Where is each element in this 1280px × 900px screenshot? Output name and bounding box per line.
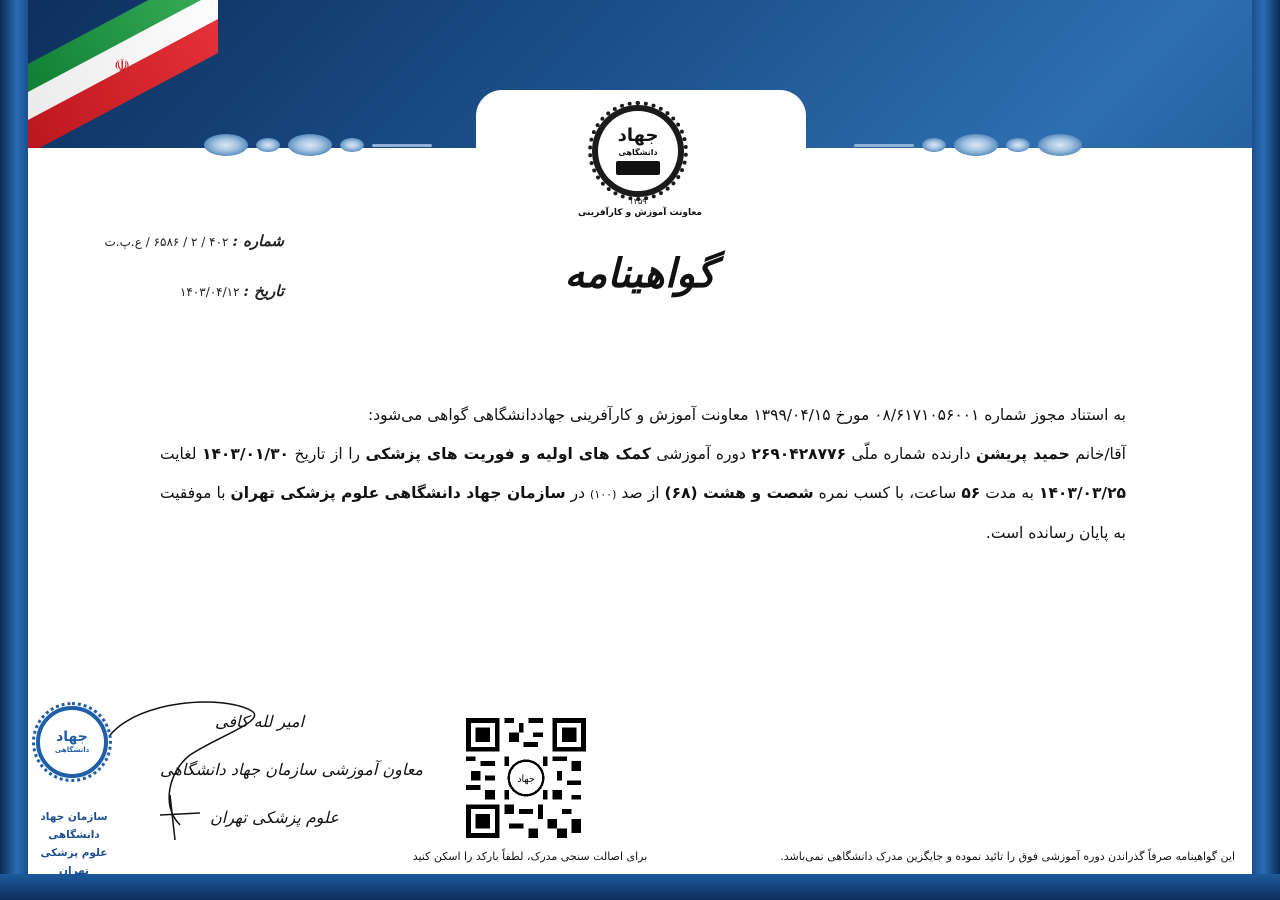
date-label: تاریخ :	[243, 282, 284, 300]
signatory-role-org: علوم پزشکی تهران	[210, 808, 339, 827]
date-value: ۱۴۰۳/۰۴/۱۲	[179, 285, 240, 299]
frame-left-border	[0, 0, 28, 900]
certificate-date	[180, 282, 284, 300]
ornament-icon	[372, 144, 432, 147]
course-hours: ۵۶	[961, 484, 981, 502]
ornament-icon	[288, 134, 332, 156]
body-text-fragment: در	[565, 484, 591, 502]
body-text-fragment: دوره آموزشی	[650, 445, 752, 463]
verification-qr-code[interactable]	[466, 718, 586, 838]
ornament-icon	[954, 134, 998, 156]
signatory-name: امیر لله کافی	[215, 712, 305, 731]
seal-caption	[24, 808, 124, 880]
ornament-icon	[340, 138, 364, 152]
frame-bottom-border	[0, 874, 1280, 900]
frame-right-border	[1252, 0, 1280, 900]
seal-caption-line: سازمان جهاد دانشگاهی	[40, 811, 108, 841]
flag-emblem-icon: ☫	[114, 56, 131, 77]
seal-title: جهاد	[56, 729, 88, 745]
issuer-caption: معاونت آموزش و کارآفرینی	[578, 208, 702, 218]
body-paragraph	[160, 435, 1126, 553]
organization-name: سازمان جهاد دانشگاهی علوم پزشکی تهران	[230, 484, 566, 502]
certificate-body	[160, 396, 1126, 553]
number-label: شماره :	[232, 232, 284, 250]
course-name: کمک های اولیه و فوریت های پزشکی	[365, 445, 651, 463]
certificate-number	[105, 232, 285, 250]
qr-caption: برای اصالت سنجی مدرک، لطفاً بارکد را اسکن کنید	[412, 850, 648, 863]
body-text-fragment: را از تاریخ	[289, 445, 366, 463]
ornament-icon	[256, 138, 280, 152]
certificate-title: گواهینامه	[564, 250, 716, 297]
seal-caption-line: علوم پزشکی تهران	[40, 847, 108, 877]
logo-building-icon	[616, 161, 660, 175]
iran-flag-decoration	[28, 0, 218, 150]
ornament-band-left	[200, 130, 476, 160]
body-text-fragment: ساعت، با کسب نمره	[813, 484, 962, 502]
ornament-icon	[922, 138, 946, 152]
recipient-name: حمید پریشن	[976, 445, 1070, 463]
logo-title: جهاد	[617, 125, 659, 146]
certificate-disclaimer: این گواهینامه صرفاً گذراندن دوره آموزشی فوق را تائید نموده و جایگزین مدرک دانشگاهی نمی‌باشد.	[780, 850, 1235, 863]
ornament-icon	[1038, 134, 1082, 156]
score-words: شصت و هشت (۶۸)	[664, 484, 814, 502]
body-text-fragment: با موفقیت به پایان رسانده است.	[160, 484, 1126, 542]
body-text-fragment: آقا/خانم	[1069, 445, 1126, 463]
svg-text:جهاد: جهاد	[517, 773, 535, 785]
body-text-fragment: از صد	[616, 484, 665, 502]
body-text-fragment: دارنده شماره ملّی	[846, 445, 977, 463]
number-value: ۴۰۲ / ۲ / ۶۵۸۶ / ع.پ.ت	[104, 235, 229, 249]
ornament-band-right	[806, 130, 1086, 160]
max-score: (۱۰۰)	[590, 488, 617, 501]
start-date: ۱۴۰۳/۰۱/۳۰	[201, 445, 289, 463]
end-date: ۱۴۰۳/۰۳/۲۵	[1038, 484, 1126, 502]
jahad-daneshgahi-logo	[592, 105, 684, 197]
logo-subtitle: دانشگاهی	[618, 148, 658, 157]
ornament-icon	[854, 144, 914, 147]
national-id: ۲۶۹۰۴۲۸۷۷۶	[751, 445, 847, 463]
body-line-1: به استناد مجوز شماره ۰۸/۶۱۷۱۰۵۶۰۰۱ مورخ ۱۳۹۹/۰۴/۱۵ معاونت آموزش و کارآفرینی جهاددانشگاهی گواهی می‌شود:	[367, 406, 1126, 424]
organization-seal	[36, 706, 108, 778]
signatory-role: معاون آموزشی سازمان جهاد دانشگاهی	[160, 760, 423, 779]
ornament-icon	[204, 134, 248, 156]
ornament-icon	[1006, 138, 1030, 152]
body-text-fragment: لغایت	[160, 445, 202, 463]
body-text-fragment: به مدت	[980, 484, 1039, 502]
seal-subtitle: دانشگاهی	[54, 746, 90, 754]
logo-year: ۱۳۵۹	[629, 197, 647, 206]
